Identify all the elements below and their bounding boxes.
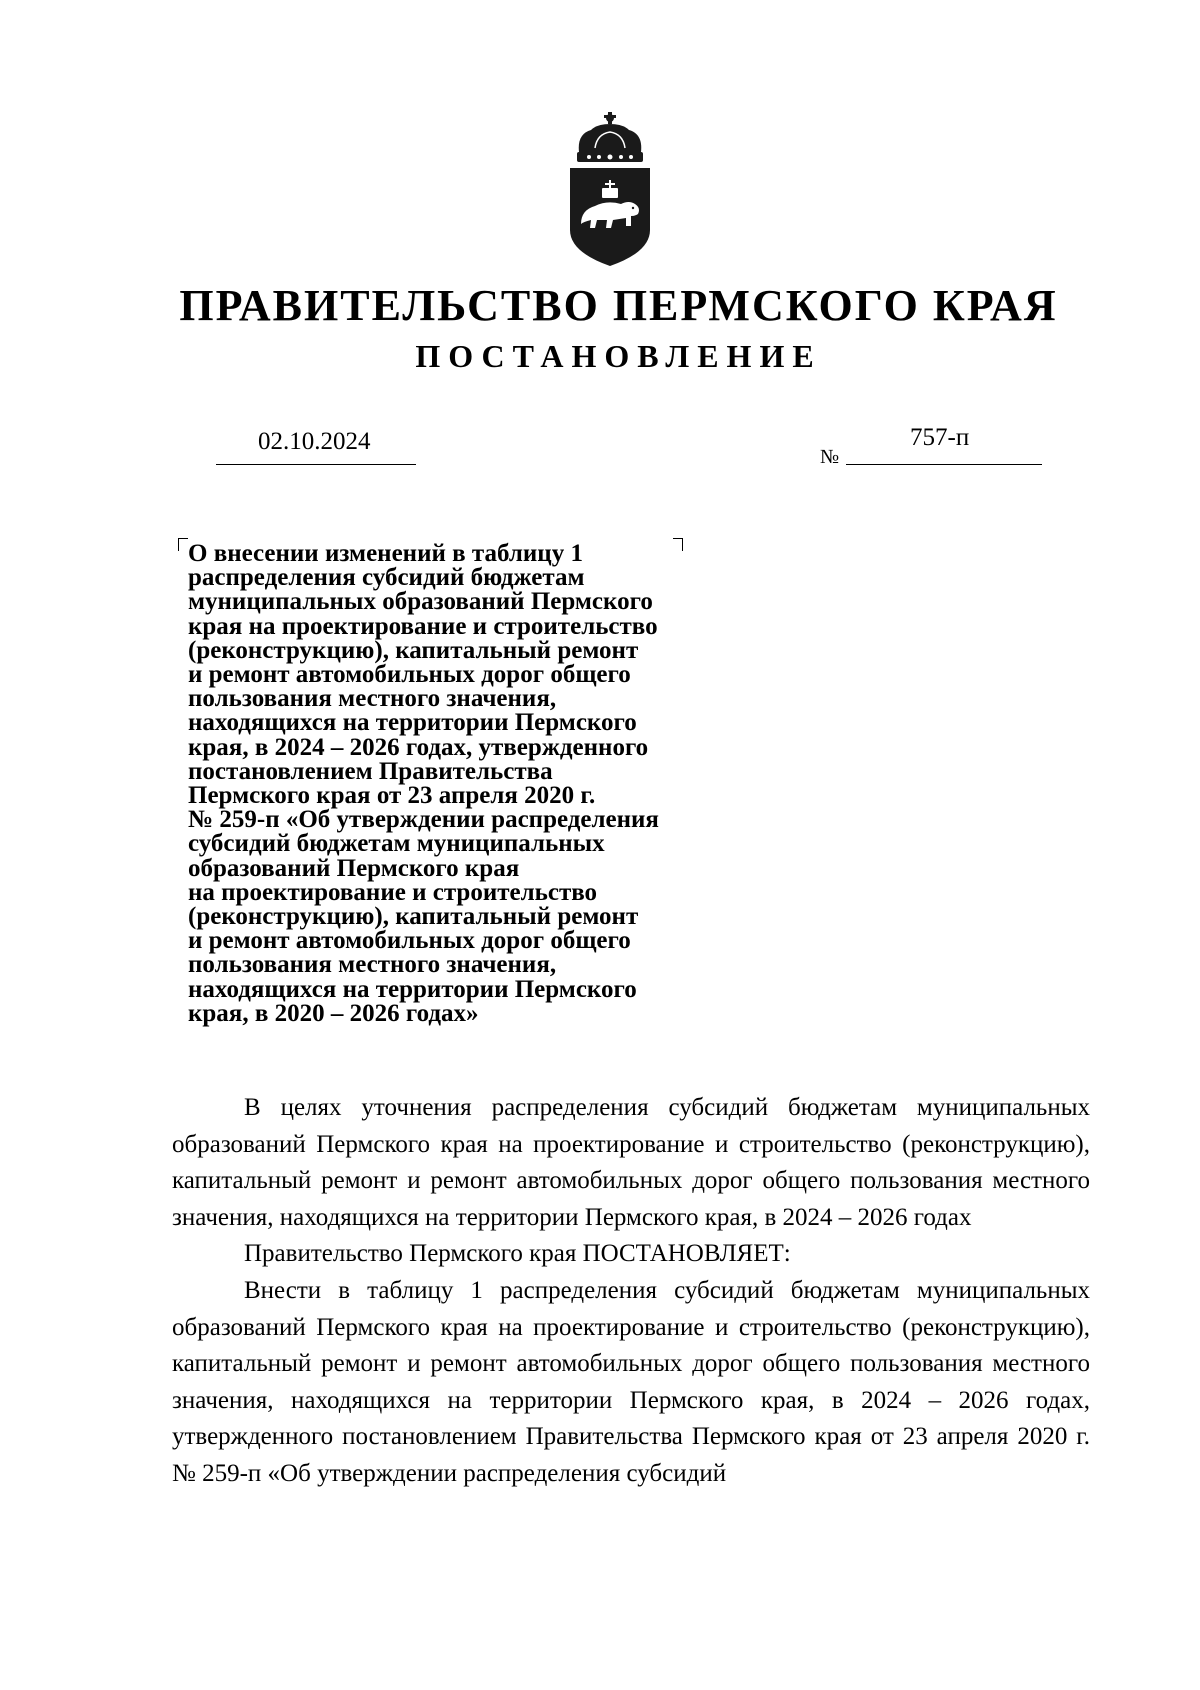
number-underline — [846, 464, 1042, 465]
decree-body — [172, 1090, 1090, 1493]
subject-line: № 259-п «Об утверждении распределения — [188, 806, 659, 834]
decree-number: 757-п — [910, 424, 970, 451]
subject-line: края на проектирование и строительство — [188, 612, 658, 640]
subject-line: постановлением Правительства — [188, 757, 553, 785]
subject-line: на проектирование и строительство — [188, 878, 598, 906]
subject-line: и ремонт автомобильных дорог общего — [188, 927, 631, 955]
subject-line: пользования местного значения, — [188, 685, 557, 713]
subject-line: муниципальных образований Пермского — [188, 588, 653, 616]
subject-line: образований Пермского края — [188, 854, 520, 882]
subject-line: (реконструкцию), капитальный ремонт — [188, 903, 639, 931]
preamble-paragraph: В целях уточнения распределения субсидий бюджетам муниципальных образований Пермского края на проектирование и строительство (реконструкцию), капитальный ремонт и ремонт автомобильных дорог общего пользования местного значения, находящихся на территории Пермского края, в 2024 – 2026 годах — [172, 1094, 1090, 1231]
perm-krai-coat-of-arms-icon — [565, 112, 655, 270]
decree-date: 02.10.2024 — [258, 428, 371, 455]
subject-line: Пермского края от 23 апреля 2020 г. — [188, 782, 596, 810]
number-sign: № — [820, 446, 840, 468]
subject-line: находящихся на территории Пермского — [188, 709, 637, 737]
government-name-heading: ПРАВИТЕЛЬСТВО ПЕРМСКОГО КРАЯ — [179, 281, 1058, 330]
subject-line: субсидий бюджетам муниципальных — [188, 830, 605, 858]
subject-line: О внесении изменений в таблицу 1 — [188, 540, 583, 567]
amendment-paragraph: Внести в таблицу 1 распределения субсидий бюджетам муниципальных образований Пермского края на проектирование и строительство (реконструкцию), капитальный ремонт и ремонт автомобильных дорог общего пользования местного значения, находящихся на территории Пермского края, в 2024 – 2026 годах, утвержденного постановлением Правительства Пермского края от 23 апреля 2020 г. № 259-п «Об утверждении распределения субсидий — [172, 1276, 1090, 1487]
subject-line: пользования местного значения, — [188, 951, 557, 979]
subject-bracket-left — [178, 538, 188, 551]
subject-line: и ремонт автомобильных дорог общего — [188, 661, 631, 689]
subject-line: распределения субсидий бюджетам — [188, 564, 585, 592]
decree-subject — [188, 542, 733, 1026]
document-type-heading: ПОСТАНОВЛЕНИЕ — [415, 338, 822, 374]
date-underline — [216, 464, 416, 465]
subject-line: края, в 2024 – 2026 годах, утвержденного — [188, 733, 649, 761]
subject-line: (реконструкцию), капитальный ремонт — [188, 636, 639, 664]
subject-line: находящихся на территории Пермского — [188, 975, 637, 1003]
resolution-paragraph: Правительство Пермского края ПОСТАНОВЛЯЕТ: — [244, 1240, 791, 1268]
subject-line: края, в 2020 – 2026 годах» — [188, 999, 479, 1027]
